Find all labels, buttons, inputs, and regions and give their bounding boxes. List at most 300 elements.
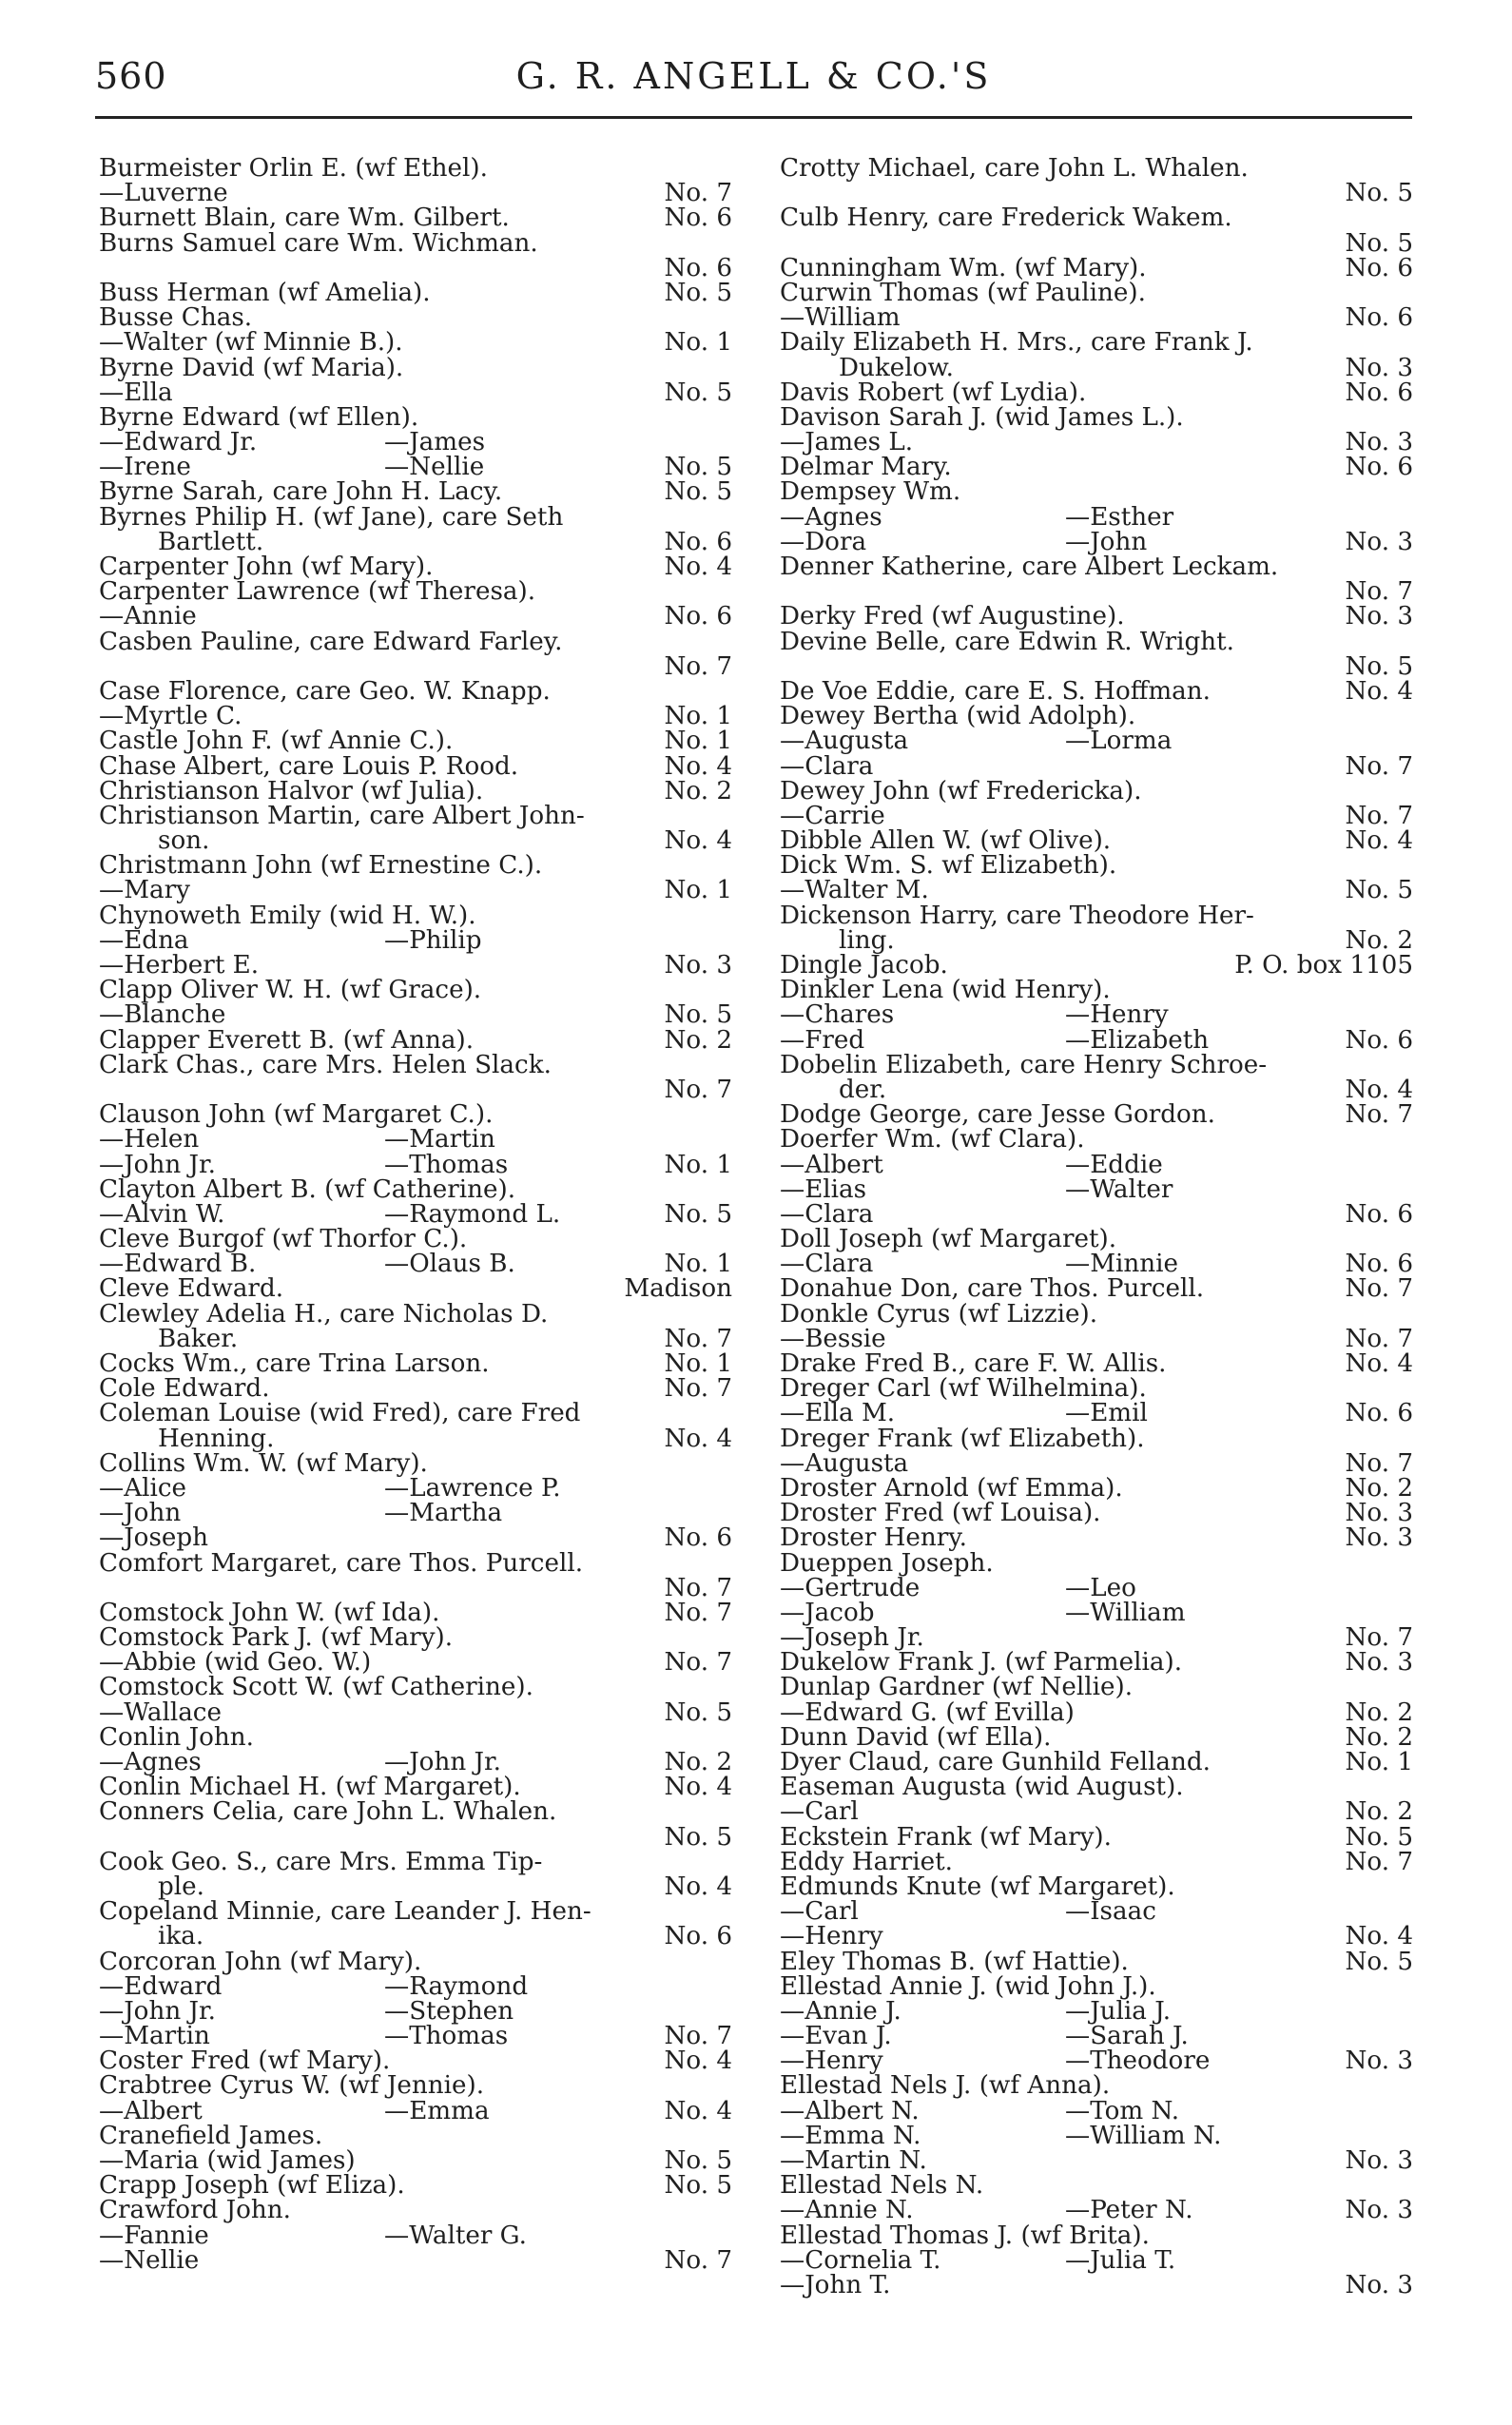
directory-line — [780, 1100, 1413, 1130]
entry-name: Droster Fred (wf Louisa). — [780, 1499, 1101, 1528]
directory-line — [780, 2148, 1413, 2173]
directory-line — [780, 2196, 1413, 2225]
directory-line — [99, 430, 732, 455]
directory-line — [99, 328, 732, 358]
entry-route-number: No. 4 — [664, 1872, 732, 1901]
entry-name: Corcoran John (wf Mary). — [99, 1947, 422, 1976]
entry-name: —Edward B. — [99, 1250, 257, 1279]
entry-name: Devine Belle, care Edwin R. Wright. — [780, 627, 1234, 656]
entry-name: Coster Fred (wf Mary). — [99, 2047, 391, 2076]
entry-route-number: No. 7 — [664, 651, 732, 681]
entry-name: Cocks Wm., care Trina Larson. — [99, 1349, 490, 1378]
entry-route-number: No. 5 — [1345, 876, 1413, 905]
directory-line — [99, 1127, 732, 1152]
directory-line — [780, 1822, 1413, 1852]
entry-name: Conlin John. — [99, 1722, 254, 1752]
entry-route-number: No. 6 — [664, 1523, 732, 1553]
entry-name: Chynoweth Emily (wid H. W.). — [99, 901, 476, 930]
entry-name: Coleman Louise (wid Fred), care Fred — [99, 1399, 581, 1428]
directory-line — [780, 1374, 1413, 1404]
directory-line — [780, 2096, 1413, 2125]
directory-line — [780, 253, 1413, 282]
entry-name: Dyer Claud, care Gunhild Felland. — [780, 1748, 1211, 1776]
entry-name: —Chares — [780, 1000, 895, 1030]
directory-line — [780, 676, 1413, 706]
entry-sub-name: —Raymond L. — [384, 1199, 561, 1229]
directory-line — [780, 876, 1413, 905]
directory-line — [780, 402, 1413, 432]
entry-route-number: No. 1 — [664, 727, 732, 756]
directory-line — [780, 1250, 1413, 1279]
entry-name: —Ella M. — [780, 1399, 896, 1428]
directory-line — [99, 851, 732, 881]
directory-line — [99, 1274, 732, 1304]
entry-route-number: No. 5 — [664, 378, 732, 407]
entry-route-number: No. 1 — [664, 328, 732, 358]
entry-name: Ellestad Annie J. (wid John J.). — [780, 1971, 1156, 2001]
entry-route-number: No. 7 — [1345, 1324, 1413, 1353]
entry-route-number: No. 4 — [664, 826, 732, 856]
directory-line — [99, 1299, 732, 1329]
directory-line — [99, 2245, 732, 2275]
directory-line — [99, 1548, 732, 1578]
directory-line — [780, 228, 1413, 258]
entry-name: —Annie J. — [780, 1996, 901, 2026]
entry-name: Burnett Blain, care Wm. Gilbert. — [99, 204, 510, 233]
entry-route-number: No. 7 — [664, 179, 732, 208]
entry-name: —Clara — [780, 1250, 874, 1279]
directory-line — [780, 179, 1413, 208]
entry-route-number: No. 4 — [664, 2096, 732, 2125]
entry-route-number: Madison — [624, 1274, 732, 1304]
entry-name: —Martin — [99, 2022, 210, 2051]
directory-line — [780, 1947, 1413, 1976]
entry-name: ling. — [839, 925, 895, 955]
entry-name: —Walter (wf Minnie B.). — [99, 328, 403, 358]
directory-line — [99, 303, 732, 333]
entry-route-number: No. 5 — [664, 1822, 732, 1852]
entry-route-number: No. 7 — [1345, 801, 1413, 830]
entry-route-number: No. 5 — [1345, 179, 1413, 208]
entry-name: Drake Fred B., care F. W. Allis. — [780, 1349, 1167, 1378]
entry-route-number: No. 5 — [664, 453, 732, 482]
entry-route-number: No. 5 — [664, 1199, 732, 1229]
entry-sub-name: —Elizabeth — [1065, 1025, 1210, 1055]
entry-name: —Albert — [780, 1150, 883, 1179]
entry-name: —Edward Jr. — [99, 428, 258, 457]
directory-line — [780, 627, 1413, 656]
entry-name: —Henry — [780, 1922, 883, 1951]
directory-line — [780, 380, 1413, 405]
directory-line — [99, 2071, 732, 2101]
page-header — [95, 55, 1412, 112]
directory-line — [780, 1971, 1413, 2001]
entry-name: —Irene — [99, 453, 191, 482]
entry-route-number: No. 2 — [1345, 925, 1413, 955]
directory-line — [780, 156, 1413, 181]
entry-route-number: No. 4 — [664, 2047, 732, 2076]
directory-line — [99, 1874, 732, 1899]
entry-name: —Martin N. — [780, 2146, 927, 2175]
entry-sub-name: —Walter — [1065, 1174, 1173, 1204]
directory-line — [99, 1700, 732, 1725]
entry-route-number: No. 5 — [1345, 651, 1413, 681]
entry-route-number: No. 6 — [1345, 303, 1413, 333]
directory-line — [780, 1797, 1413, 1827]
entry-name: Dingle Jacob. — [780, 951, 948, 980]
entry-name: Delmar Mary. — [780, 453, 952, 482]
entry-route-number: No. 3 — [1345, 1648, 1413, 1678]
entry-name: son. — [158, 826, 210, 856]
entry-name: Cole Edward. — [99, 1374, 270, 1404]
entry-name: Chase Albert, care Louis P. Rood. — [99, 751, 519, 781]
entry-name: Burmeister Orlin E. (wf Ethel). — [99, 154, 488, 183]
directory-line — [99, 604, 732, 629]
directory-line — [99, 1351, 732, 1376]
directory-line — [780, 604, 1413, 629]
directory-line — [99, 1847, 732, 1876]
directory-line — [780, 1473, 1413, 1503]
entry-name: Davison Sarah J. (wid James L.). — [780, 402, 1184, 432]
entry-name: ple. — [158, 1872, 204, 1901]
entry-name: —Abbie (wid Geo. W.) — [99, 1648, 372, 1678]
entry-name: Ellestad Nels J. (wf Anna). — [780, 2071, 1111, 2101]
directory-line — [99, 402, 732, 432]
directory-line — [780, 1225, 1413, 1254]
entry-route-number: No. 7 — [1345, 751, 1413, 781]
entry-sub-name: —Theodore — [1065, 2047, 1211, 2076]
entry-name: —Luverne — [99, 179, 228, 208]
entry-name: —Joseph — [99, 1523, 209, 1553]
entry-route-number: No. 4 — [1345, 826, 1413, 856]
directory-line — [780, 1401, 1413, 1426]
entry-name: Crotty Michael, care John L. Whalen. — [780, 154, 1249, 183]
directory-line — [99, 627, 732, 656]
entry-route-number: No. 7 — [664, 2245, 732, 2275]
entry-name: Burns Samuel care Wm. Wichman. — [99, 228, 538, 258]
directory-line — [780, 2171, 1413, 2201]
entry-sub-name: —John Jr. — [384, 1748, 501, 1776]
entry-sub-name: —Leo — [1065, 1573, 1136, 1602]
entry-name: Easeman Augusta (wid August). — [780, 1773, 1184, 1802]
directory-line — [99, 527, 732, 556]
entry-route-number: No. 3 — [1345, 602, 1413, 631]
entry-route-number: No. 6 — [664, 253, 732, 282]
entry-name: Clewley Adelia H., care Nicholas D. — [99, 1299, 549, 1329]
entry-route-number: No. 7 — [1345, 1623, 1413, 1653]
entry-sub-name: —Nellie — [384, 453, 485, 482]
entry-route-number: No. 6 — [1345, 1025, 1413, 1055]
directory-line — [780, 1874, 1413, 1899]
entry-name: Castle John F. (wf Annie C.). — [99, 727, 454, 756]
entry-route-number: No. 5 — [664, 278, 732, 307]
entry-route-number: No. 4 — [664, 751, 732, 781]
directory-line — [780, 727, 1413, 756]
entry-route-number: No. 1 — [664, 1150, 732, 1179]
directory-line — [780, 1426, 1413, 1451]
directory-line — [99, 1773, 732, 1802]
directory-line — [99, 1025, 732, 1055]
entry-route-number: No. 2 — [664, 1025, 732, 1055]
directory-line — [780, 303, 1413, 333]
entry-route-number: No. 2 — [1345, 1698, 1413, 1727]
entry-sub-name: —Raymond — [384, 1971, 529, 2001]
directory-line — [780, 776, 1413, 805]
entry-route-number: No. 4 — [664, 553, 732, 581]
directory-line — [99, 1401, 732, 1426]
entry-route-number: No. 2 — [664, 776, 732, 805]
entry-name: —Fred — [780, 1025, 865, 1055]
directory-line — [99, 702, 732, 731]
directory-line — [780, 430, 1413, 455]
entry-name: Copeland Minnie, care Leander J. Hen- — [99, 1897, 591, 1927]
entry-route-number: No. 4 — [1345, 1075, 1413, 1104]
entry-route-number: No. 3 — [1345, 1499, 1413, 1528]
entry-name: Dunlap Gardner (wf Nellie). — [780, 1673, 1134, 1702]
entry-name: Donahue Don, care Thos. Purcell. — [780, 1274, 1205, 1304]
entry-name: —Walter M. — [780, 876, 929, 905]
directory-line — [99, 1000, 732, 1030]
entry-name: Droster Henry. — [780, 1523, 967, 1553]
entry-name: Byrne Sarah, care John H. Lacy. — [99, 477, 503, 507]
directory-line — [780, 1127, 1413, 1152]
directory-line — [99, 2047, 732, 2076]
entry-sub-name: —Henry — [1065, 1000, 1169, 1030]
entry-name: —Edward G. (wf Evilla) — [780, 1698, 1075, 1727]
directory-line — [99, 1448, 732, 1478]
directory-line — [780, 2071, 1413, 2101]
entry-name: Crawford John. — [99, 2196, 291, 2225]
directory-line — [99, 1722, 732, 1752]
entry-name: Cleve Edward. — [99, 1274, 284, 1304]
entry-name: Cranefield James. — [99, 2121, 323, 2150]
entry-route-number: No. 2 — [664, 1748, 732, 1776]
entry-name: —Clara — [780, 751, 874, 781]
entry-name: —Carrie — [780, 801, 885, 830]
directory-line — [99, 1924, 732, 1949]
directory-line — [99, 1225, 732, 1254]
directory-line — [780, 1324, 1413, 1353]
directory-line — [99, 1150, 732, 1179]
directory-line — [780, 1750, 1413, 1775]
entry-sub-name: —Minnie — [1065, 1250, 1178, 1279]
directory-line — [99, 876, 732, 905]
directory-line — [780, 1600, 1413, 1625]
entry-route-number: No. 7 — [664, 1573, 732, 1602]
entry-name: Christmann John (wf Ernestine C.). — [99, 851, 543, 881]
entry-name: Henning. — [158, 1424, 275, 1453]
directory-line — [99, 1750, 732, 1775]
entry-name: —Agnes — [780, 502, 882, 532]
entry-name: —Henry — [780, 2047, 883, 2076]
entry-name: Dinkler Lena (wid Henry). — [780, 976, 1111, 1005]
directory-line — [780, 2022, 1413, 2051]
directory-line — [99, 1199, 732, 1229]
entry-name: Clapp Oliver W. H. (wf Grace). — [99, 976, 482, 1005]
entry-name: ika. — [158, 1922, 204, 1951]
entry-name: Casben Pauline, care Edward Farley. — [99, 627, 563, 656]
entry-name: —Albert — [99, 2096, 203, 2125]
entry-sub-name: —Emil — [1065, 1399, 1148, 1428]
directory-line — [99, 976, 732, 1005]
directory-line — [780, 1722, 1413, 1752]
directory-line — [99, 380, 732, 405]
entry-route-number: No. 6 — [1345, 378, 1413, 407]
entry-route-number: No. 3 — [1345, 2270, 1413, 2299]
directory-line — [780, 1773, 1413, 1802]
directory-line — [780, 1897, 1413, 1927]
entry-name: Davis Robert (wf Lydia). — [780, 378, 1087, 407]
entry-name: Comstock Park J. (wf Mary). — [99, 1623, 454, 1653]
entry-route-number: No. 1 — [664, 702, 732, 731]
entry-name: Dunn David (wf Ella). — [780, 1722, 1052, 1752]
entry-route-number: No. 7 — [1345, 1448, 1413, 1478]
entry-name: Dibble Allen W. (wf Olive). — [780, 826, 1112, 856]
entry-name: —Dora — [780, 527, 867, 556]
directory-line — [780, 577, 1413, 607]
entry-name: Eckstein Frank (wf Mary). — [780, 1822, 1112, 1852]
directory-line — [99, 676, 732, 706]
entry-route-number: No. 5 — [664, 2146, 732, 2175]
entry-name: —James L. — [780, 428, 914, 457]
entry-route-number: No. 6 — [1345, 453, 1413, 482]
entry-name: Byrnes Philip H. (wf Jane), care Seth — [99, 502, 564, 532]
entry-route-number: No. 7 — [664, 1598, 732, 1627]
entry-name: der. — [839, 1075, 887, 1104]
directory-line — [780, 1199, 1413, 1229]
directory-line — [780, 651, 1413, 681]
entry-name: Donkle Cyrus (wf Lizzie). — [780, 1299, 1098, 1329]
entry-name: Comfort Margaret, care Thos. Purcell. — [99, 1548, 584, 1578]
entry-name: —Myrtle C. — [99, 702, 242, 731]
entry-route-number: No. 1 — [1345, 1748, 1413, 1776]
entry-route-number: No. 2 — [1345, 1797, 1413, 1827]
directory-line — [780, 1050, 1413, 1079]
directory-line — [780, 1648, 1413, 1678]
directory-line — [99, 1100, 732, 1130]
entry-name: —John — [99, 1499, 182, 1528]
directory-line — [780, 702, 1413, 731]
entry-name: —Bessie — [780, 1324, 886, 1353]
entry-name: —Wallace — [99, 1698, 222, 1727]
directory-line — [99, 2096, 732, 2125]
entry-name: —Herbert E. — [99, 951, 260, 980]
directory-line — [780, 1025, 1413, 1055]
entry-sub-name: —William — [1065, 1598, 1186, 1627]
directory-line — [99, 1250, 732, 1279]
entry-route-number: No. 7 — [1345, 1847, 1413, 1876]
entry-name: —Evan J. — [780, 2022, 892, 2051]
entry-route-number: No. 4 — [1345, 1922, 1413, 1951]
entry-sub-name: —Martha — [384, 1499, 503, 1528]
directory-line — [780, 1448, 1413, 1478]
directory-line — [99, 1174, 732, 1204]
directory-line — [780, 1000, 1413, 1030]
directory-line — [99, 278, 732, 307]
directory-line — [780, 502, 1413, 532]
directory-line — [99, 228, 732, 258]
entry-name: —Cornelia T. — [780, 2245, 941, 2275]
entry-name: —Agnes — [99, 1748, 202, 1776]
directory-line — [780, 1996, 1413, 2026]
directory-line — [780, 1299, 1413, 1329]
directory-line — [780, 2245, 1413, 2275]
entry-name: Buss Herman (wf Amelia). — [99, 278, 431, 307]
directory-line — [780, 976, 1413, 1005]
directory-line — [780, 527, 1413, 556]
entry-name: Ellestad Nels N. — [780, 2171, 984, 2201]
entry-route-number: No. 1 — [664, 876, 732, 905]
entry-name: Doll Joseph (wf Margaret). — [780, 1225, 1117, 1254]
entry-sub-name: —Isaac — [1065, 1897, 1156, 1927]
directory-line — [780, 278, 1413, 307]
directory-line — [99, 453, 732, 482]
directory-line — [780, 1499, 1413, 1528]
entry-sub-name: —Tom N. — [1065, 2096, 1180, 2125]
directory-line — [99, 204, 732, 233]
directory-line — [99, 1673, 732, 1702]
entry-name: Doerfer Wm. (wf Clara). — [780, 1125, 1085, 1154]
entry-sub-name: —James — [384, 428, 486, 457]
entry-name: Carpenter John (wf Mary). — [99, 553, 434, 581]
entry-name: Culb Henry, care Frederick Wakem. — [780, 204, 1232, 233]
directory-line — [780, 801, 1413, 830]
entry-name: Conlin Michael H. (wf Margaret). — [99, 1773, 521, 1802]
entry-name: Cook Geo. S., care Mrs. Emma Tip- — [99, 1847, 543, 1876]
entry-route-number: No. 5 — [664, 1698, 732, 1727]
directory-line — [780, 925, 1413, 955]
entry-name: Dreger Carl (wf Wilhelmina). — [780, 1374, 1147, 1404]
entry-name: —Edna — [99, 925, 189, 955]
entry-name: Dewey John (wf Fredericka). — [780, 776, 1142, 805]
directory-line — [780, 1351, 1413, 1376]
entry-name: Case Florence, care Geo. W. Knapp. — [99, 676, 551, 706]
directory-line — [780, 328, 1413, 358]
entry-route-number: No. 7 — [1345, 577, 1413, 607]
entry-name: —Elias — [780, 1174, 867, 1204]
entry-route-number: No. 3 — [1345, 428, 1413, 457]
directory-line — [99, 651, 732, 681]
entry-sub-name: —Philip — [384, 925, 482, 955]
entry-sub-name: —Peter N. — [1065, 2196, 1193, 2225]
entry-name: —Gertrude — [780, 1573, 921, 1602]
directory-line — [780, 903, 1413, 928]
entry-name: —Augusta — [780, 1448, 909, 1478]
entry-name: —William — [780, 303, 901, 333]
entry-route-number: No. 7 — [1345, 1274, 1413, 1304]
entry-name: Dukelow. — [839, 353, 955, 382]
directory-line — [99, 1426, 732, 1451]
directory-line — [99, 2171, 732, 2201]
entry-name: Cunningham Wm. (wf Mary). — [780, 253, 1147, 282]
entry-route-number: No. 5 — [664, 477, 732, 507]
entry-route-number: No. 2 — [1345, 1722, 1413, 1752]
entry-name: De Voe Eddie, care E. S. Hoffman. — [780, 676, 1211, 706]
entry-route-number: No. 7 — [664, 1324, 732, 1353]
directory-line — [99, 953, 732, 978]
entry-sub-name: —Thomas — [384, 2022, 509, 2051]
entry-name: —Alvin W. — [99, 1199, 225, 1229]
entry-route-number: P. O. box 1105 — [1234, 951, 1413, 980]
entry-route-number: No. 4 — [1345, 1349, 1413, 1378]
entry-name: —John T. — [780, 2270, 891, 2299]
entry-name: Busse Chas. — [99, 303, 253, 333]
entry-name: Byrne David (wf Maria). — [99, 353, 404, 382]
entry-name: Clauson John (wf Margaret C.). — [99, 1100, 494, 1130]
entry-name: —Fannie — [99, 2221, 209, 2250]
entry-route-number: No. 3 — [1345, 1523, 1413, 1553]
entry-sub-name: —Sarah J. — [1065, 2022, 1189, 2051]
